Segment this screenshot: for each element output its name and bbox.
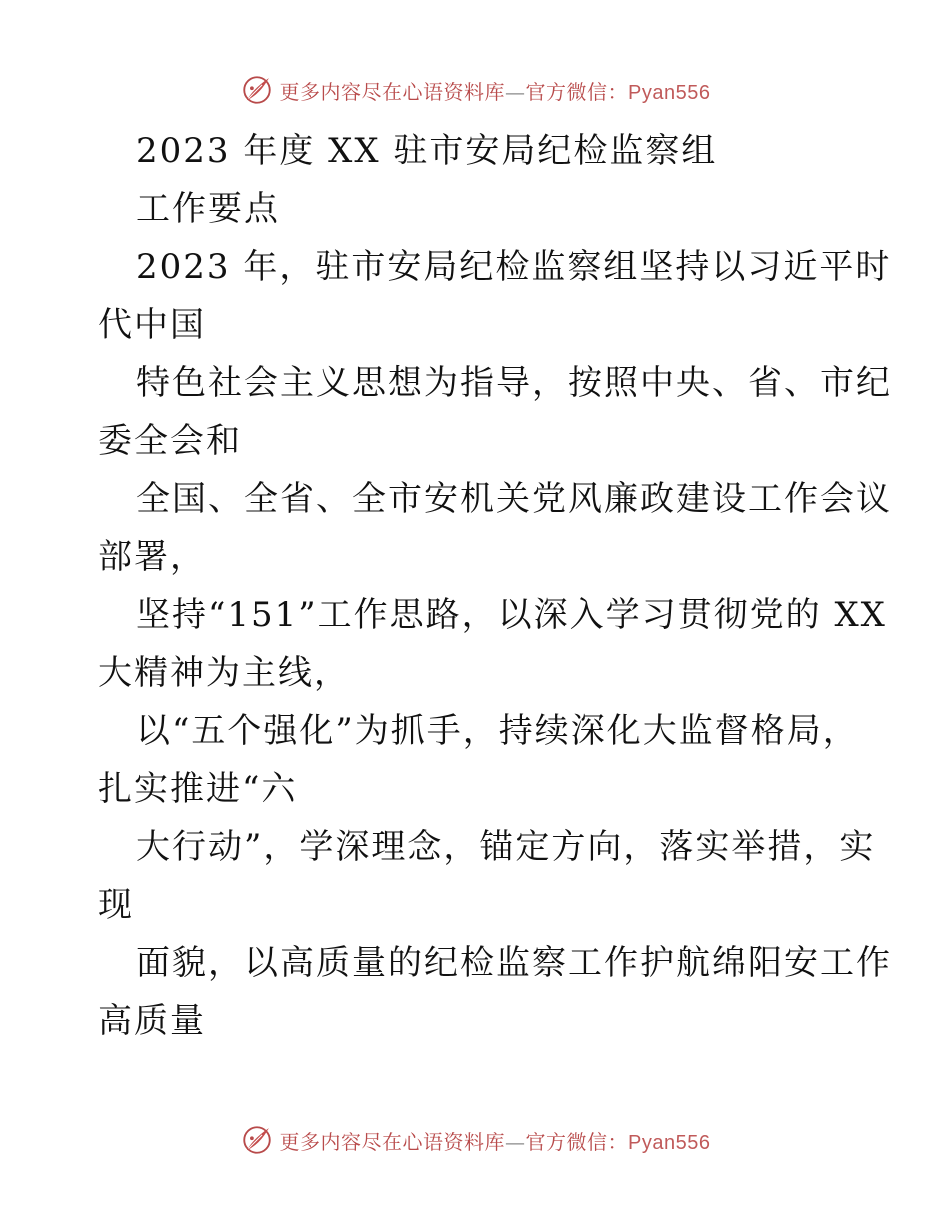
footer-watermark bbox=[0, 1120, 950, 1160]
doc-line: 委全会和 bbox=[98, 421, 242, 461]
footer-slogan: 更多内容尽在心语资料库 bbox=[279, 1129, 506, 1154]
doc-subtitle: 工作要点 bbox=[136, 189, 280, 229]
footer-text bbox=[280, 1126, 711, 1155]
doc-line: 部署， bbox=[98, 537, 206, 577]
doc-line: 现 bbox=[98, 885, 134, 925]
footer-handle: Pyan556 bbox=[628, 1131, 711, 1154]
doc-line: 特色社会主义思想为指导，按照中央、省、市纪 bbox=[136, 363, 892, 403]
doc-line: 全国、全省、全市安机关党风廉政建设工作会议 bbox=[136, 479, 892, 519]
footer-official-label: 官方微信： bbox=[525, 1129, 629, 1154]
quill-pen-logo-icon bbox=[240, 73, 274, 107]
doc-title: 2023 年度 XX 驻市安局纪检监察组 bbox=[136, 131, 718, 171]
header-separator: — bbox=[505, 79, 526, 104]
header-watermark bbox=[0, 70, 950, 110]
doc-line: 面貌，以高质量的纪检监察工作护航绵阳安工作 bbox=[136, 943, 892, 983]
header-slogan: 更多内容尽在心语资料库 bbox=[279, 79, 506, 104]
quill-pen-logo-icon bbox=[240, 1123, 274, 1157]
header-text bbox=[280, 76, 711, 105]
doc-line: 代中国 bbox=[98, 305, 206, 345]
header-official-label: 官方微信： bbox=[525, 79, 629, 104]
header-handle: Pyan556 bbox=[628, 81, 711, 104]
doc-line: 大精神为主线， bbox=[98, 653, 350, 693]
document-body bbox=[98, 122, 892, 1050]
doc-line: 2023 年，驻市安局纪检监察组坚持以习近平时 bbox=[136, 247, 892, 287]
doc-line: 高质量 bbox=[98, 1001, 206, 1041]
doc-line: 扎实推进“六 bbox=[98, 769, 298, 809]
doc-line: 以“五个强化”为抓手，持续深化大监督格局， bbox=[136, 711, 859, 751]
footer-separator: — bbox=[505, 1129, 526, 1154]
doc-line: 坚持“151”工作思路，以深入学习贯彻党的 XX bbox=[136, 595, 887, 635]
doc-line: 大行动”，学深理念，锚定方向，落实举措，实 bbox=[136, 827, 876, 867]
